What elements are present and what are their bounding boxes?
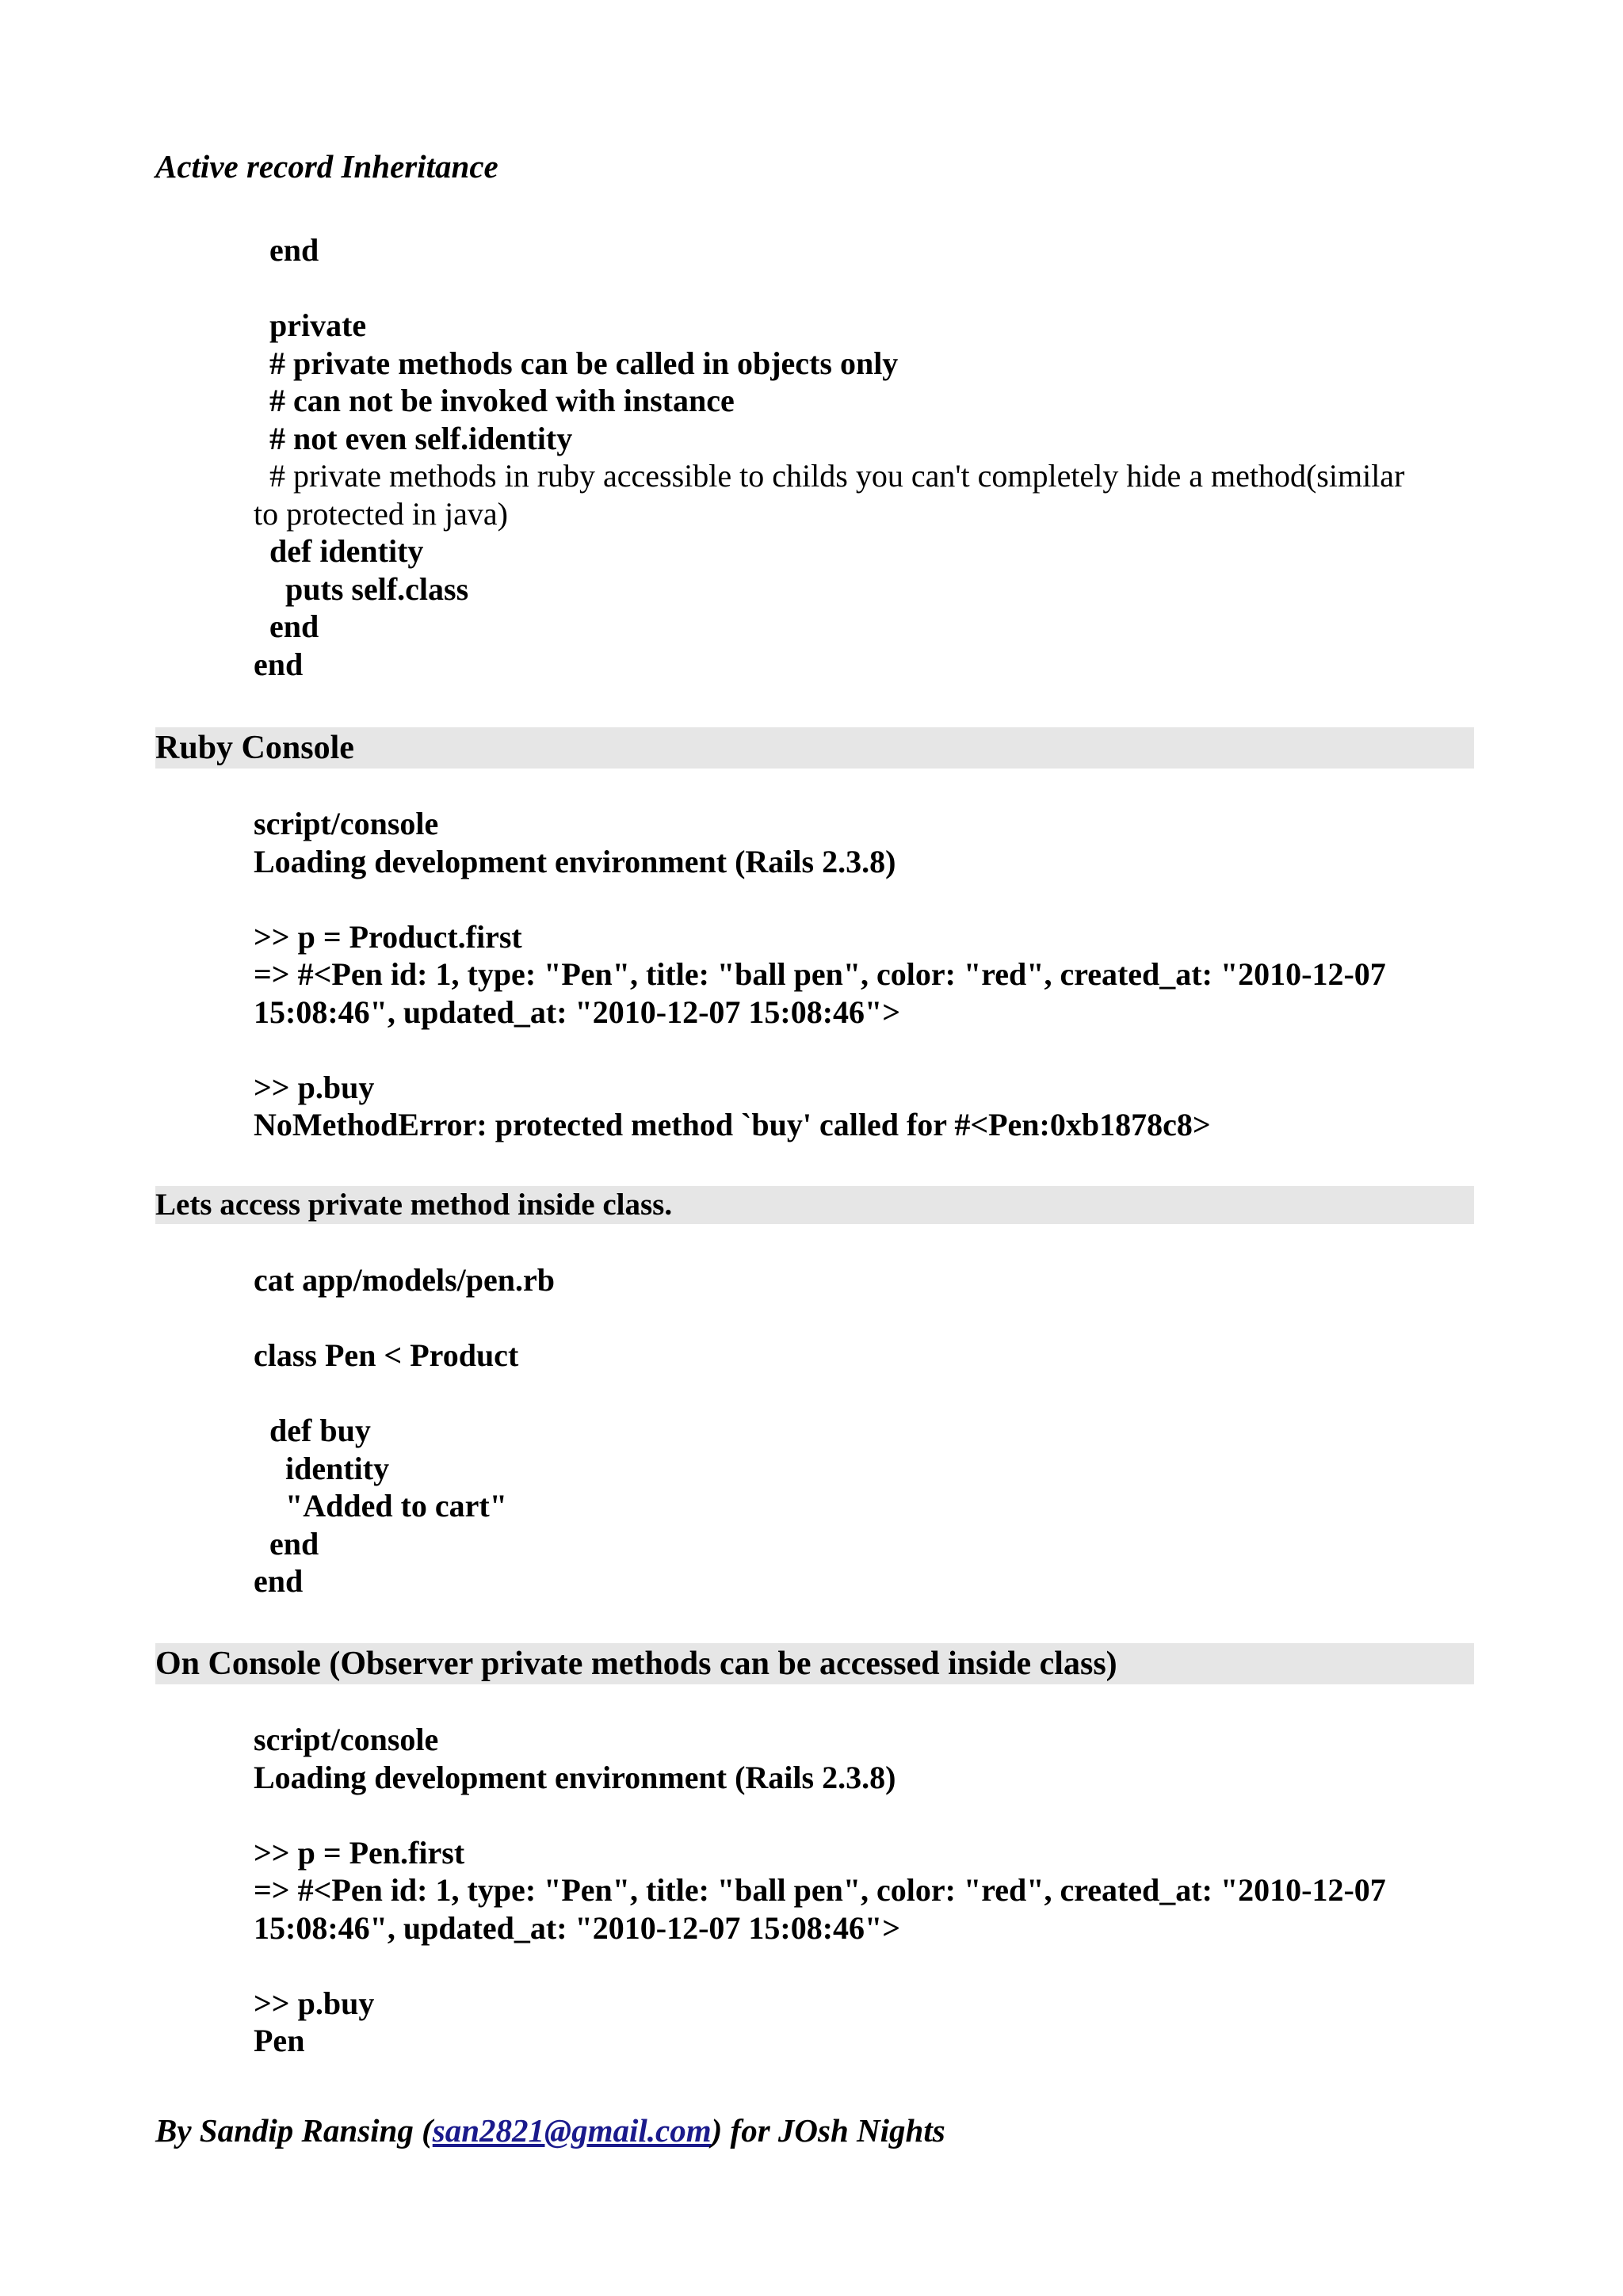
code-line: end (254, 608, 319, 644)
code-line: >> p.buy (254, 1069, 375, 1105)
author-footer (155, 2111, 945, 2150)
section-heading-ruby-console (155, 727, 1474, 769)
code-line: end (254, 232, 319, 268)
code-line (254, 1947, 1386, 1985)
code-line: end (254, 1525, 319, 1562)
page-header-title: Active record Inheritance (155, 148, 498, 185)
footer-suffix: ) for JOsh Nights (711, 2112, 945, 2149)
code-line: Pen (254, 2023, 305, 2058)
code-line: cat app/models/pen.rb (254, 1262, 556, 1298)
code-line (254, 269, 1404, 307)
author-email-link[interactable]: san2821@gmail.com (432, 2112, 712, 2149)
section-heading-text: Lets access private method inside class. (155, 1188, 673, 1222)
code-line: # private methods in ruby accessible to childs you can't completely hide a method(similar (254, 458, 1405, 494)
code-line: def identity (254, 533, 424, 569)
code-block-console-2 (254, 1721, 1386, 2060)
code-line: def buy (254, 1413, 371, 1448)
code-line: # private methods can be called in objects only (254, 345, 899, 381)
code-line: >> p = Product.first (254, 918, 522, 955)
footer-prefix: By Sandip Ransing ( (155, 2112, 433, 2149)
code-line: script/console (254, 806, 439, 841)
code-line: => #<Pen id: 1, type: "Pen", title: "ball pen", color: "red", created_at: "2010-12-07 (254, 1872, 1386, 1908)
code-line: "Added to cart" (254, 1488, 507, 1524)
code-line: => #<Pen id: 1, type: "Pen", title: "ball pen", color: "red", created_at: "2010-12-07 (254, 956, 1386, 992)
section-heading-text: On Console (Observer private methods can be accessed inside class) (155, 1646, 1117, 1682)
code-line: identity (254, 1450, 390, 1486)
code-block-console-1 (254, 805, 1386, 1144)
code-line: 15:08:46", updated_at: "2010-12-07 15:08:46"> (254, 1909, 901, 1946)
section-heading-on-console (155, 1643, 1474, 1684)
code-line: Loading development environment (Rails 2.3.8) (254, 843, 896, 879)
code-line: >> p = Pen.first (254, 1834, 465, 1871)
code-line (254, 880, 1386, 918)
code-line: Loading development environment (Rails 2.3.8) (254, 1759, 896, 1795)
code-block-pen-model (254, 1261, 555, 1600)
code-line: private (254, 307, 367, 343)
code-line: end (254, 646, 304, 682)
section-heading-text: Ruby Console (155, 730, 354, 766)
code-line: NoMethodError: protected method `buy' called for #<Pen:0xb1878c8> (254, 1107, 1211, 1142)
code-line: >> p.buy (254, 1985, 375, 2021)
code-line (254, 1375, 555, 1413)
code-line (254, 1299, 555, 1337)
code-block-private-methods (254, 231, 1404, 683)
code-line: # can not be invoked with instance (254, 383, 735, 418)
code-line: # not even self.identity (254, 420, 573, 456)
code-line: to protected in java) (254, 495, 508, 532)
code-line (254, 1031, 1386, 1069)
code-line: class Pen < Product (254, 1337, 519, 1373)
code-line (254, 1796, 1386, 1834)
code-line: script/console (254, 1722, 439, 1757)
code-line: puts self.class (254, 570, 469, 607)
code-line: 15:08:46", updated_at: "2010-12-07 15:08:46"> (254, 994, 901, 1030)
section-heading-private-access (155, 1186, 1474, 1224)
code-line: end (254, 1563, 304, 1599)
